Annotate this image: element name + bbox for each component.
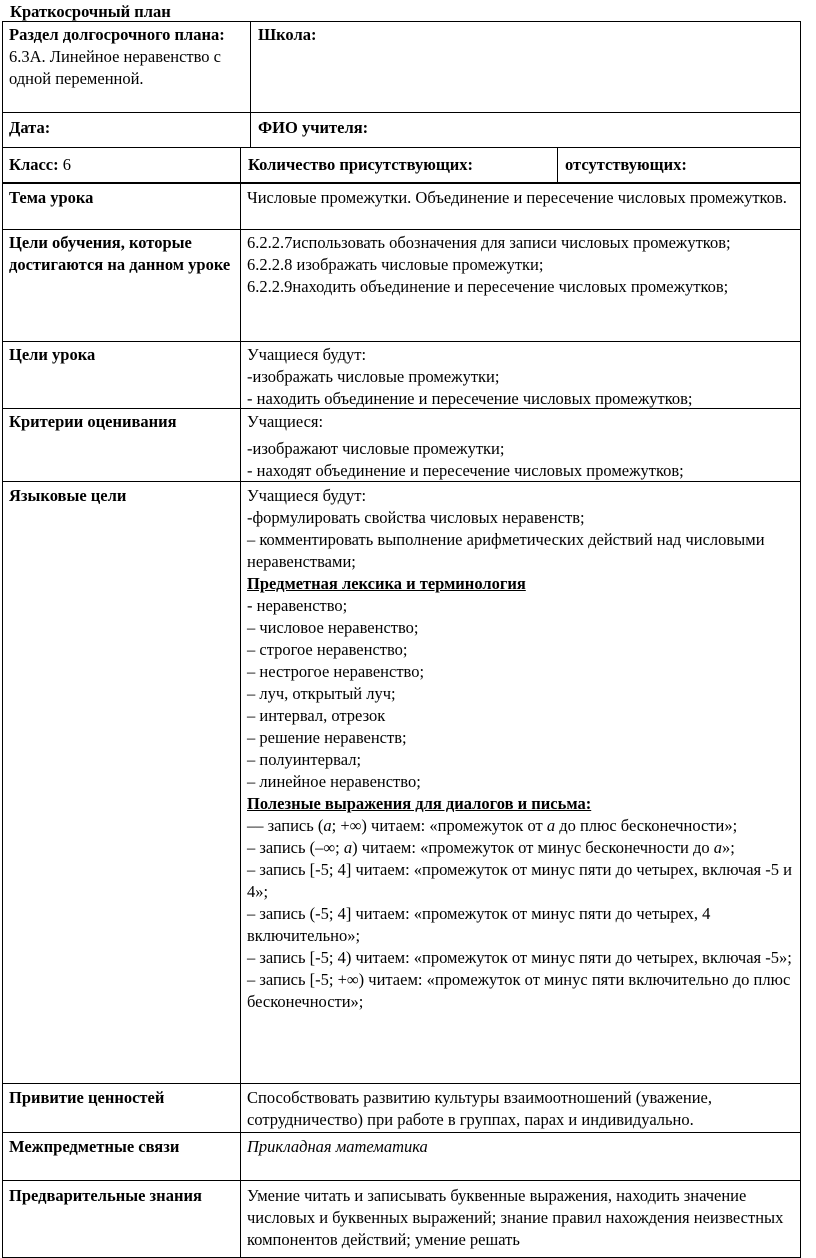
header-row-divider: [2, 147, 801, 148]
vocab-item: – интервал, отрезок: [247, 706, 386, 725]
header-col-divider: [240, 147, 241, 183]
header-col-divider: [250, 21, 251, 112]
phrase-line: – запись [-5; 4] читаем: «промежуток от минус пяти до четырех, включая -5 и 4»;: [247, 860, 792, 901]
main-row-divider: [2, 1083, 801, 1084]
language-intro-line: -формулировать свойства числовых неравенств;: [247, 508, 585, 527]
topic-text: Числовые промежутки. Объединение и пересечение числовых промежутков.: [247, 188, 787, 207]
phrase-line: – запись [-5; 4) читаем: «промежуток от минус пяти до четырех, включая -5»;: [247, 948, 792, 967]
cross-label: Межпредметные связи: [9, 1137, 180, 1156]
main-row-divider: [2, 1132, 801, 1133]
objective-line: 6.2.2.7использовать обозначения для записи числовых промежутков;: [247, 233, 731, 252]
goal-line: -изображать числовые промежутки;: [247, 367, 500, 386]
vocab-item: – линейное неравенство;: [247, 772, 421, 791]
header-col-divider: [557, 147, 558, 183]
header-col-divider: [250, 112, 251, 147]
section-value: 6.3A. Линейное неравенство с одной переменной.: [9, 47, 222, 88]
vocab-item: – полуинтервал;: [247, 750, 362, 769]
header-row-divider: [2, 112, 801, 113]
main-row-divider: [2, 1180, 801, 1181]
document-title: Краткосрочный план: [10, 2, 171, 21]
class-label: Класс:: [9, 155, 59, 174]
values-text: Способствовать развитию культуры взаимоотношений (уважение, сотрудничество) при работе в группах, парах и индивидуально.: [247, 1088, 712, 1129]
goal-line: - находить объединение и пересечение числовых промежутков;: [247, 389, 693, 408]
class-value: 6: [62, 155, 71, 174]
vocab-item: – строгое неравенство;: [247, 640, 408, 659]
section-label: Раздел долгосрочного плана:: [9, 25, 225, 44]
main-row-divider: [2, 341, 801, 342]
phrase-line: – запись [-5; +∞) читаем: «промежуток от минус пяти включительно до плюс бесконечности»;: [247, 970, 791, 1011]
language-label: Языковые цели: [9, 486, 127, 505]
vocab-item: – решение неравенств;: [247, 728, 407, 747]
criteria-text: [241, 411, 800, 482]
objective-line: 6.2.2.8 изображать числовые промежутки;: [247, 255, 544, 274]
language-intro-line: – комментировать выполнение арифметических действий над числовыми неравенствами;: [247, 530, 765, 571]
vocab-item: – нестрогое неравенство;: [247, 662, 425, 681]
phrases-heading: Полезные выражения для диалогов и письма:: [247, 794, 592, 813]
prior-text: Умение читать и записывать буквенные выражения, находить значение числовых и буквенных выражений; знание правил нахождения неизвестных компонентов действий; умение решать: [247, 1186, 784, 1249]
language-text: [241, 485, 800, 1013]
goals-text: [241, 344, 800, 410]
teacher-label: ФИО учителя:: [258, 118, 369, 137]
vocab-heading: Предметная лексика и терминология: [247, 574, 526, 593]
class-cell: [3, 154, 239, 176]
absent-label: отсутствующих:: [565, 155, 687, 174]
criteria-line: -изображают числовые промежутки;: [247, 439, 505, 458]
goals-label: Цели урока: [9, 345, 96, 364]
objectives-label: Цели обучения, которые достигаются на данном уроке: [9, 233, 231, 274]
values-label: Привитие ценностей: [9, 1088, 165, 1107]
cross-text: Прикладная математика: [247, 1137, 428, 1156]
criteria-line: Учащиеся:: [247, 412, 324, 431]
present-label: Количество присутствующих:: [248, 155, 474, 174]
criteria-label: Критерии оценивания: [9, 412, 177, 431]
vocab-item: – луч, открытый луч;: [247, 684, 396, 703]
date-label: Дата:: [9, 118, 51, 137]
vocab-item: - неравенство;: [247, 596, 348, 615]
main-row-divider: [2, 229, 801, 230]
vocab-item: – числовое неравенство;: [247, 618, 419, 637]
objectives-text: [241, 232, 800, 298]
objective-line: 6.2.2.9находить объединение и пересечение числовых промежутков;: [247, 277, 729, 296]
school-label: Школа:: [258, 25, 317, 44]
topic-label: Тема урока: [9, 188, 94, 207]
phrase-line: – запись (–∞; a) читаем: «промежуток от минус бесконечности до a»;: [247, 838, 735, 857]
criteria-line: - находят объединение и пересечение числовых промежутков;: [247, 461, 684, 480]
phrase-line: –– запись (a; +∞) читаем: «промежуток от a до плюс бесконечности»;: [247, 816, 738, 835]
phrase-line: – запись (-5; 4] читаем: «промежуток от минус пяти до четырех, 4 включительно»;: [247, 904, 711, 945]
language-intro-line: Учащиеся будут:: [247, 486, 367, 505]
prior-label: Предварительные знания: [9, 1186, 202, 1205]
goal-line: Учащиеся будут:: [247, 345, 367, 364]
section-cell: [3, 24, 249, 90]
